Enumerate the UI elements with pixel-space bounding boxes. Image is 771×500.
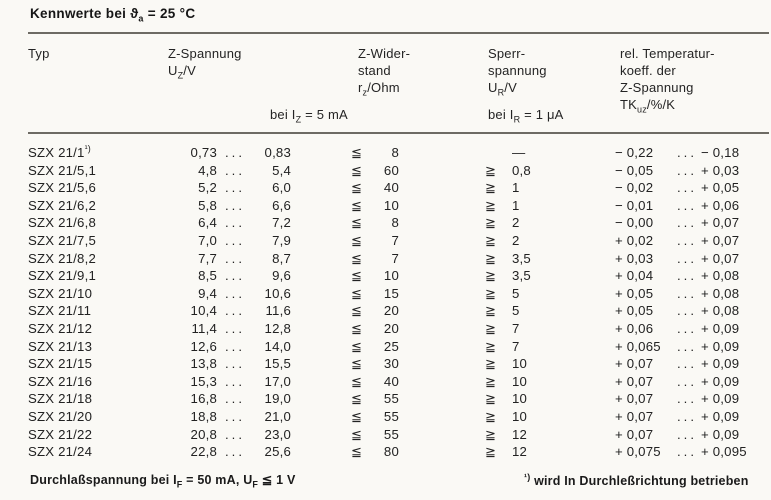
ur-value: 0,8 <box>512 162 531 178</box>
rz-value: 10 <box>383 197 399 213</box>
ur-value: 2 <box>512 215 520 231</box>
tk-max-value: + 0,05 <box>701 180 740 196</box>
ur-value: 10 <box>512 408 528 424</box>
range-dots: ... <box>225 356 245 372</box>
greater-equal-icon: ≧ <box>485 320 497 336</box>
footnote-ref-marker: ¹) <box>524 471 531 482</box>
less-equal-icon: ≦ <box>351 408 363 424</box>
rz-value: 20 <box>383 303 399 319</box>
type-label <box>28 390 165 408</box>
tk-max-value: + 0,09 <box>701 338 740 354</box>
table-row <box>0 320 771 338</box>
uz-min-value: 15,3 <box>190 373 217 389</box>
uz-min-value: 4,8 <box>198 162 217 178</box>
tk-max-value: + 0,07 <box>701 250 740 266</box>
table-row <box>0 302 771 320</box>
rz-value: 7 <box>391 232 399 248</box>
z-widerstand-label-1: Z-Wider- <box>358 46 411 61</box>
uz-max-value: 25,6 <box>264 444 291 460</box>
uz-min-value: 8,5 <box>198 268 217 284</box>
tk-min-value: + 0,07 <box>615 356 654 372</box>
tempco-label-1: rel. Temperatur- <box>620 46 715 61</box>
uz-max-value: 10,6 <box>264 285 291 301</box>
type-name: SZX 21/12 <box>28 320 93 336</box>
less-equal-icon: ≦ <box>351 338 363 354</box>
rz-value: 55 <box>383 408 399 424</box>
tk-min-value: + 0,05 <box>615 285 654 301</box>
ur-value: 2 <box>512 232 520 248</box>
tk-max-value: + 0,095 <box>701 444 747 460</box>
uz-min-value: 0,73 <box>190 145 217 160</box>
tk-min-value: + 0,07 <box>615 408 654 424</box>
ur-symbol: U <box>488 80 498 95</box>
type-name: SZX 21/5,6 <box>28 180 96 196</box>
uz-max-value: 15,5 <box>264 356 291 372</box>
rz-value: 15 <box>383 285 399 301</box>
less-equal-icon: ≦ <box>351 232 363 248</box>
type-name: SZX 21/8,2 <box>28 250 96 266</box>
rz-value: 60 <box>383 162 399 178</box>
uz-max-value: 14,0 <box>264 338 291 354</box>
range-dots: ... <box>677 444 697 460</box>
tk-max-value: − 0,18 <box>701 145 740 160</box>
type-name: SZX 21/7,5 <box>28 232 96 248</box>
range-dots: ... <box>677 338 697 354</box>
less-equal-icon: ≦ <box>351 215 363 231</box>
range-dots: ... <box>225 320 245 336</box>
greater-equal-icon: ≧ <box>485 180 497 196</box>
range-dots: ... <box>225 145 245 160</box>
forward-voltage-note <box>30 472 296 490</box>
table-row <box>0 232 771 250</box>
range-dots: ... <box>225 162 245 178</box>
range-dots: ... <box>225 444 245 460</box>
type-label <box>28 162 165 180</box>
range-dots: ... <box>677 197 697 213</box>
theta-symbol: ϑ <box>130 6 139 21</box>
tk-unit-label <box>620 96 715 113</box>
ir-condition-text: bei I <box>488 107 514 122</box>
range-dots: ... <box>677 162 697 178</box>
range-dots: ... <box>225 408 245 424</box>
type-name: SZX 21/11 <box>28 303 92 319</box>
tk-min-value: + 0,075 <box>615 444 661 460</box>
ur-value: 5 <box>512 285 520 301</box>
rz-value: 40 <box>383 180 399 196</box>
footnote-marker: ¹) <box>84 143 91 154</box>
ur-value: 10 <box>512 356 528 372</box>
ur-value: 7 <box>512 320 520 336</box>
tk-max-value: + 0,03 <box>701 162 740 178</box>
ur-subscript: R <box>497 87 505 98</box>
type-name: SZX 21/5,1 <box>28 162 96 178</box>
uz-max-value: 6,0 <box>272 180 291 196</box>
range-dots: ... <box>225 215 245 231</box>
uz-min-value: 9,4 <box>198 285 217 301</box>
uf-subscript: F <box>252 479 259 490</box>
tk-min-value: + 0,07 <box>615 373 654 389</box>
range-dots: ... <box>677 285 697 301</box>
tk-max-value: + 0,08 <box>701 268 740 284</box>
tk-max-value: + 0,09 <box>701 320 740 336</box>
greater-equal-icon <box>485 144 507 162</box>
greater-equal-icon: ≧ <box>485 303 497 319</box>
typ-label: Typ <box>28 46 50 61</box>
type-name: SZX 21/20 <box>28 408 93 424</box>
rz-value: 25 <box>383 338 399 354</box>
range-dots: ... <box>677 320 697 336</box>
tk-max-value: + 0,06 <box>701 197 740 213</box>
table-row <box>0 179 771 197</box>
z-spannung-label: Z-Spannung <box>168 46 242 61</box>
tk-min-value: + 0,02 <box>615 232 654 248</box>
tk-min-value: + 0,07 <box>615 426 654 442</box>
column-header-z-widerstand <box>358 45 410 96</box>
table-row <box>0 338 771 356</box>
less-equal-icon: ≦ <box>351 180 363 196</box>
type-label <box>28 144 165 162</box>
sperrspannung-label-2: spannung <box>488 63 547 78</box>
tempco-label-2: koeff. der <box>620 63 676 78</box>
less-equal-icon: ≦ <box>351 250 363 266</box>
uz-min-value: 20,8 <box>190 426 217 442</box>
range-dots: ... <box>677 232 697 248</box>
uz-max-value: 6,6 <box>272 197 291 213</box>
ur-value: 10 <box>512 391 528 407</box>
tk-min-value: + 0,06 <box>615 320 654 336</box>
range-dots: ... <box>225 180 245 196</box>
range-dots: ... <box>225 391 245 407</box>
less-equal-icon: ≦ <box>351 197 363 213</box>
iz-test-condition <box>270 107 348 123</box>
rz-value: 55 <box>383 391 399 407</box>
ur-value: 7 <box>512 338 520 354</box>
tk-min-value: − 0,22 <box>615 145 654 160</box>
rz-unit: /Ohm <box>367 80 400 95</box>
rz-value: 7 <box>391 250 399 266</box>
tk-min-value: − 0,05 <box>615 162 654 178</box>
table-row <box>0 443 771 461</box>
uz-min-value: 12,6 <box>190 338 217 354</box>
tk-max-value: + 0,09 <box>701 426 740 442</box>
range-dots: ... <box>225 197 245 213</box>
uz-min-value: 5,2 <box>198 180 217 196</box>
ir-subscript: R <box>513 114 521 125</box>
range-dots: ... <box>677 215 697 231</box>
tk-max-value: + 0,09 <box>701 356 740 372</box>
type-label <box>28 338 165 356</box>
table-row <box>0 214 771 232</box>
range-dots: ... <box>225 338 245 354</box>
ir-condition-value: = 1 μA <box>520 107 564 122</box>
uz-min-value: 18,8 <box>190 408 217 424</box>
range-dots: ... <box>677 408 697 424</box>
less-equal-icon: ≦ <box>351 426 363 442</box>
less-equal-icon: ≦ <box>351 391 363 407</box>
uz-max-value: 21,0 <box>264 408 291 424</box>
type-label <box>28 302 165 320</box>
table-row <box>0 197 771 215</box>
ur-value: 1 <box>512 180 520 196</box>
tk-max-value: + 0,08 <box>701 303 740 319</box>
range-dots: ... <box>225 268 245 284</box>
type-label <box>28 443 165 461</box>
ur-value: — <box>512 145 526 160</box>
less-equal-icon: ≦ <box>351 145 363 160</box>
ir-test-condition <box>488 107 564 123</box>
table-row <box>0 408 771 426</box>
uz-min-value: 6,4 <box>198 215 217 231</box>
iz-condition-value: = 5 mA <box>301 107 348 122</box>
rz-value: 55 <box>383 426 399 442</box>
tk-subscript: uz <box>637 104 647 115</box>
uz-subscript: Z <box>177 70 184 81</box>
table-row <box>0 426 771 444</box>
tk-min-value: + 0,065 <box>615 338 661 354</box>
uz-max-value: 0,83 <box>264 145 291 160</box>
column-header-sperrspannung <box>488 45 547 96</box>
greater-equal-icon: ≧ <box>485 373 497 389</box>
greater-equal-icon: ≧ <box>485 356 497 372</box>
ur-value: 12 <box>512 444 528 460</box>
rz-value: 80 <box>383 444 399 460</box>
less-equal-icon: ≦ <box>351 356 363 372</box>
type-name: SZX 21/10 <box>28 285 93 301</box>
sperrspannung-label-1: Sperr- <box>488 46 526 61</box>
uz-max-value: 11,6 <box>265 303 291 319</box>
table-header <box>0 36 771 132</box>
range-dots: ... <box>677 145 697 160</box>
greater-equal-icon: ≧ <box>485 162 497 178</box>
uz-min-value: 7,0 <box>198 232 217 248</box>
range-dots: ... <box>677 426 697 442</box>
uz-max-value: 19,0 <box>264 391 291 407</box>
table-title <box>30 6 196 24</box>
range-dots: ... <box>225 303 245 319</box>
type-label <box>28 320 165 338</box>
rz-value: 8 <box>391 215 399 231</box>
tk-max-value: + 0,09 <box>701 391 740 407</box>
range-dots: ... <box>225 232 245 248</box>
title-divider-line <box>28 32 769 34</box>
ur-value: 12 <box>512 426 528 442</box>
type-name: SZX 21/18 <box>28 391 93 407</box>
range-dots: ... <box>225 373 245 389</box>
range-dots: ... <box>677 250 697 266</box>
uz-max-value: 8,7 <box>272 250 291 266</box>
column-header-z-spannung <box>168 45 242 79</box>
if-subscript: F <box>176 479 183 490</box>
type-label <box>28 267 165 285</box>
greater-equal-icon: ≧ <box>485 391 497 407</box>
uz-min-value: 5,8 <box>198 197 217 213</box>
less-equal-icon: ≦ <box>351 320 363 336</box>
range-dots: ... <box>225 250 245 266</box>
uz-min-value: 22,8 <box>190 444 217 460</box>
uz-min-value: 13,8 <box>190 356 217 372</box>
table-row <box>0 355 771 373</box>
greater-equal-icon: ≧ <box>485 408 497 424</box>
type-name: SZX 21/6,2 <box>28 197 96 213</box>
type-name: SZX 21/13 <box>28 338 93 354</box>
rz-value: 10 <box>383 268 399 284</box>
rz-unit-label <box>358 79 410 96</box>
greater-equal-icon: ≧ <box>485 426 497 442</box>
footnote-text: wird In Durchleßrichtung betrieben <box>530 474 749 488</box>
tk-min-value: − 0,01 <box>615 197 654 213</box>
tk-max-value: + 0,09 <box>701 373 740 389</box>
rz-symbol: r <box>358 80 363 95</box>
rz-value: 40 <box>383 373 399 389</box>
ur-unit-label <box>488 79 547 96</box>
type-label <box>28 285 165 303</box>
forward-voltage-text: Durchlaßspannung bei I <box>30 473 177 487</box>
ur-value: 3,5 <box>512 250 531 266</box>
title-temperature: = 25 °C <box>143 6 196 21</box>
theta-subscript: a <box>138 13 144 24</box>
ur-value: 10 <box>512 373 528 389</box>
greater-equal-icon: ≧ <box>485 250 497 266</box>
type-name: SZX 21/22 <box>28 426 93 442</box>
uz-max-value: 9,6 <box>272 268 291 284</box>
less-equal-icon: ≦ <box>351 285 363 301</box>
ur-unit: /V <box>504 80 517 95</box>
range-dots: ... <box>225 426 245 442</box>
greater-equal-icon: ≧ <box>485 215 497 231</box>
iz-subscript: Z <box>295 114 302 125</box>
tempco-label-3: Z-Spannung <box>620 80 694 95</box>
title-text: Kennwerte bei <box>30 6 131 21</box>
tk-min-value: − 0,02 <box>615 180 654 196</box>
uz-max-value: 5,4 <box>272 162 291 178</box>
uz-min-value: 11,4 <box>191 320 217 336</box>
table-row <box>0 390 771 408</box>
type-label <box>28 408 165 426</box>
type-label <box>28 214 165 232</box>
uz-symbol: U <box>168 63 178 78</box>
tk-min-value: + 0,07 <box>615 391 654 407</box>
type-name: SZX 21/16 <box>28 373 93 389</box>
range-dots: ... <box>225 285 245 301</box>
table-row <box>0 162 771 180</box>
rz-subscript: z <box>362 87 368 98</box>
type-name: SZX 21/24 <box>28 444 93 460</box>
type-label <box>28 426 165 444</box>
uz-unit: /V <box>183 63 196 78</box>
greater-equal-icon: ≧ <box>485 444 497 460</box>
type-label <box>28 232 165 250</box>
greater-equal-icon: ≧ <box>485 232 497 248</box>
header-divider-line <box>28 132 769 134</box>
z-widerstand-label-2: stand <box>358 63 391 78</box>
type-name: SZX 21/1 <box>28 145 85 160</box>
less-equal-icon: ≦ <box>351 444 363 460</box>
uz-max-value: 23,0 <box>264 426 291 442</box>
range-dots: ... <box>677 180 697 196</box>
tk-max-value: + 0,07 <box>701 215 740 231</box>
tk-min-value: + 0,04 <box>615 268 654 284</box>
table-row <box>0 144 771 162</box>
less-equal-icon: ≦ <box>351 162 363 178</box>
rz-value: 8 <box>391 145 399 160</box>
uz-min-value: 16,8 <box>190 391 217 407</box>
range-dots: ... <box>677 303 697 319</box>
tk-max-value: + 0,08 <box>701 285 740 301</box>
type-name: SZX 21/15 <box>28 356 93 372</box>
footnote <box>524 471 749 488</box>
table-row <box>0 250 771 268</box>
type-label <box>28 355 165 373</box>
greater-equal-icon: ≧ <box>485 268 497 284</box>
tk-unit: /%/K <box>646 97 676 112</box>
tk-min-value: + 0,05 <box>615 303 654 319</box>
range-dots: ... <box>677 356 697 372</box>
tk-min-value: + 0,03 <box>615 250 654 266</box>
uz-max-value: 7,9 <box>272 232 291 248</box>
uz-min-value: 10,4 <box>190 303 217 319</box>
uz-min-value: 7,7 <box>198 250 217 266</box>
iz-condition-text: bei I <box>270 107 296 122</box>
uz-max-value: 17,0 <box>264 373 291 389</box>
type-name: SZX 21/9,1 <box>28 268 96 284</box>
range-dots: ... <box>677 268 697 284</box>
ur-value: 5 <box>512 303 520 319</box>
table-body <box>0 141 771 461</box>
column-header-tempco <box>620 45 715 113</box>
table-row <box>0 373 771 391</box>
greater-equal-icon: ≧ <box>485 338 497 354</box>
less-equal-icon: ≦ <box>351 303 363 319</box>
tk-symbol: TK <box>620 97 638 112</box>
ur-value: 3,5 <box>512 268 531 284</box>
rz-value: 30 <box>383 356 399 372</box>
tk-max-value: + 0,09 <box>701 408 740 424</box>
uz-max-value: 7,2 <box>272 215 291 231</box>
tk-min-value: − 0,00 <box>615 215 654 231</box>
type-name: SZX 21/6,8 <box>28 215 96 231</box>
uz-unit-label <box>168 62 242 79</box>
forward-voltage-condition: = 50 mA, U <box>182 473 253 487</box>
type-label <box>28 197 165 215</box>
table-row <box>0 267 771 285</box>
column-header-typ <box>28 45 50 62</box>
type-label <box>28 179 165 197</box>
tk-max-value: + 0,07 <box>701 232 740 248</box>
table-row <box>0 285 771 303</box>
uz-max-value: 12,8 <box>264 320 291 336</box>
greater-equal-icon: ≧ <box>485 285 497 301</box>
range-dots: ... <box>677 391 697 407</box>
rz-value: 20 <box>383 320 399 336</box>
range-dots: ... <box>677 373 697 389</box>
type-label <box>28 373 165 391</box>
type-label <box>28 250 165 268</box>
less-equal-icon: ≦ <box>351 373 363 389</box>
ur-value: 1 <box>512 197 520 213</box>
less-equal-icon: ≦ <box>351 268 363 284</box>
forward-voltage-limit: ≦ 1 V <box>258 473 296 487</box>
greater-equal-icon: ≧ <box>485 197 497 213</box>
